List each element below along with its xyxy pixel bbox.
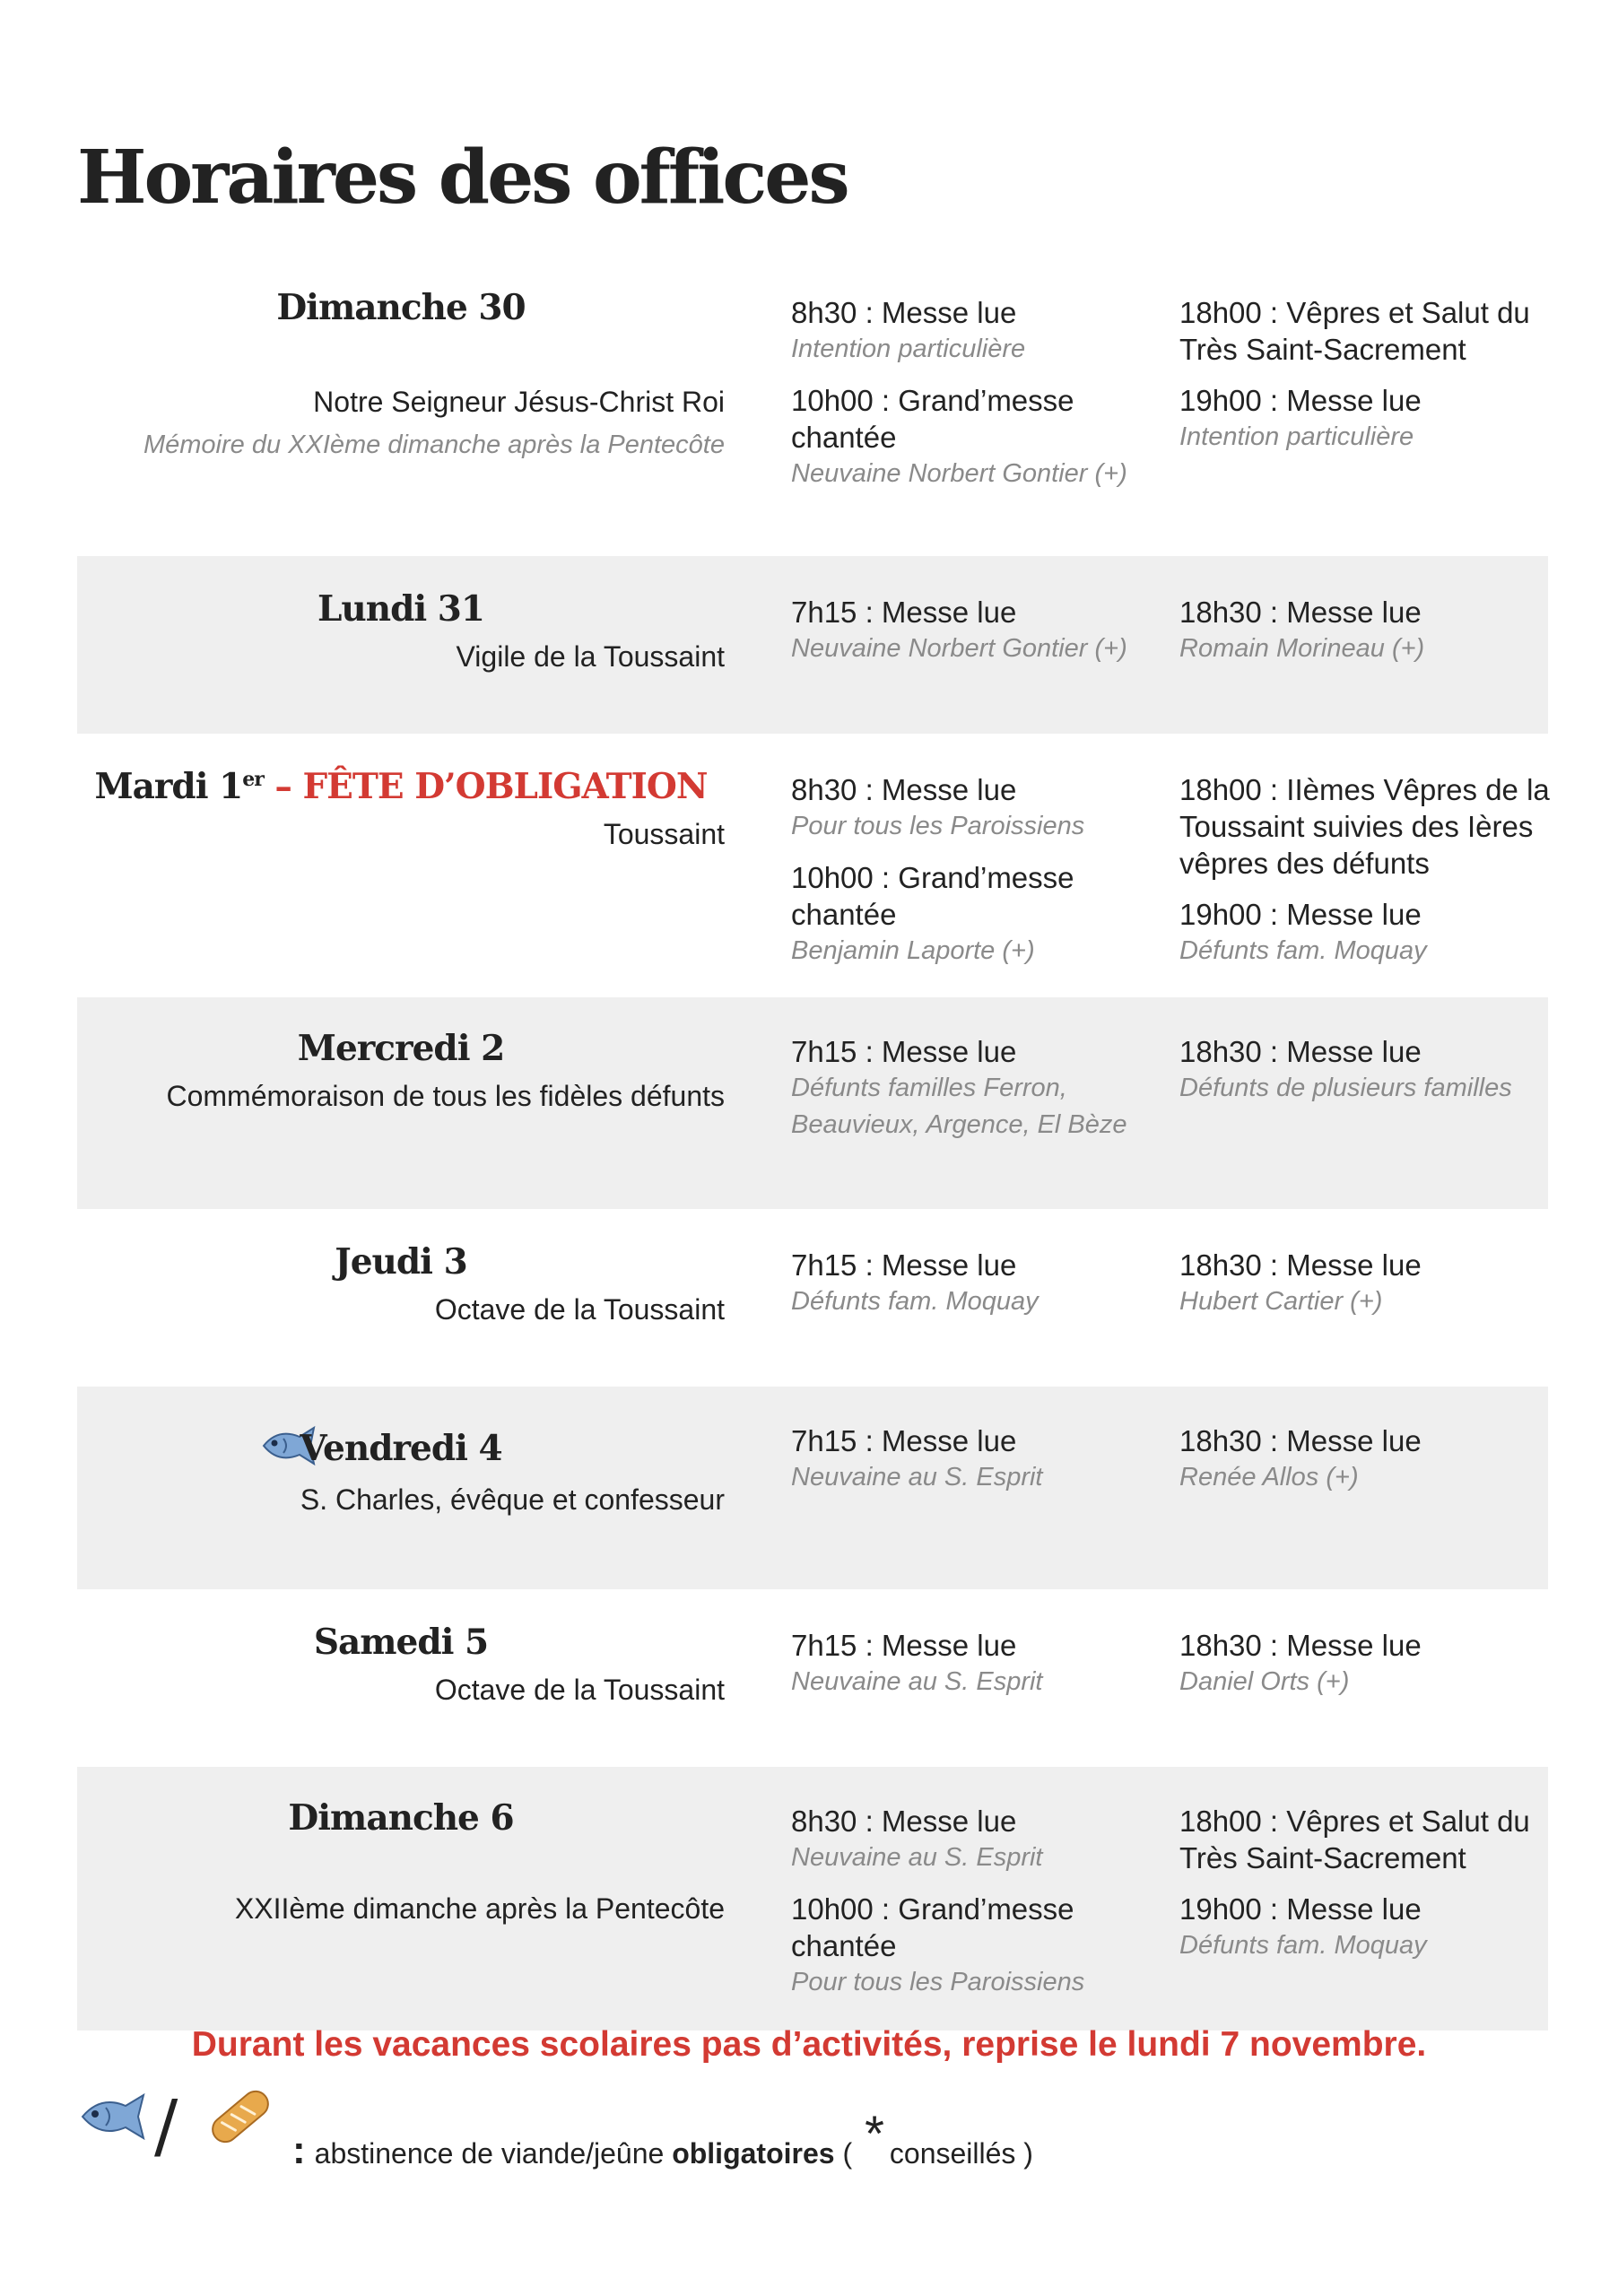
schedule-col-evening bbox=[1179, 294, 1556, 470]
service-time: 19h00 : Messe lue bbox=[1179, 898, 1422, 931]
schedule-col-evening bbox=[1179, 594, 1556, 682]
schedule-entry bbox=[1179, 1803, 1556, 1876]
intention: Neuvaine au S. Esprit bbox=[791, 1843, 1043, 1872]
intention: Renée Allos (+) bbox=[1179, 1463, 1359, 1492]
legend-star: * bbox=[865, 2105, 884, 2161]
day-heading: Samedi 5 bbox=[313, 1622, 489, 1663]
schedule-entry bbox=[1179, 294, 1556, 368]
service-time: 8h30 : Messe lue bbox=[791, 773, 1017, 806]
day-heading: Mercredi 2 bbox=[297, 1028, 505, 1069]
legend-paren: ( bbox=[834, 2137, 853, 2170]
service-time: 7h15 : Messe lue bbox=[791, 1248, 1017, 1282]
intention: Neuvaine au S. Esprit bbox=[791, 1463, 1043, 1492]
page-title: Horaires des offices bbox=[77, 135, 848, 221]
memo-label: Mémoire du XXIème dimanche après la Pentecôte bbox=[143, 430, 725, 459]
service-time: 18h00 : IIèmes Vêpres de la Toussaint suivies des Ières vêpres des défunts bbox=[1179, 773, 1550, 880]
feast-label: XXIIème dimanche après la Pentecôte bbox=[234, 1892, 725, 1925]
feast-label: Notre Seigneur Jésus-Christ Roi bbox=[313, 386, 725, 418]
feast-label: Octave de la Toussaint bbox=[434, 1674, 725, 1706]
day-row-lundi-31 bbox=[77, 556, 1548, 734]
feast-label: Octave de la Toussaint bbox=[434, 1293, 725, 1326]
day-separator: – bbox=[263, 766, 303, 807]
schedule-entry bbox=[791, 1891, 1132, 2001]
schedule-entry bbox=[1179, 382, 1556, 456]
schedule-col-morning bbox=[791, 771, 1132, 984]
schedule-entry bbox=[1179, 1247, 1556, 1320]
schedule-entry bbox=[791, 382, 1132, 492]
intention: Défunts fam. Moquay bbox=[1179, 936, 1427, 965]
day-heading: Jeudi 3 bbox=[335, 1241, 467, 1283]
legend-slash: / bbox=[154, 2086, 178, 2167]
intention: Défunts fam. Moquay bbox=[1179, 1931, 1427, 1960]
ordinal-suffix: er bbox=[242, 768, 264, 791]
intention: Défunts fam. Moquay bbox=[791, 1287, 1039, 1316]
schedule-entry bbox=[1179, 896, 1556, 970]
intention: Défunts de plusieurs familles bbox=[1179, 1074, 1512, 1102]
schedule-entry bbox=[1179, 1627, 1556, 1700]
service-time: 18h00 : Vêpres et Salut du Très Saint-Sacrement bbox=[1179, 1805, 1530, 1874]
service-time: 18h30 : Messe lue bbox=[1179, 596, 1422, 629]
intention: Benjamin Laporte (+) bbox=[791, 936, 1035, 965]
day-heading bbox=[77, 766, 725, 807]
intention: Pour tous les Paroissiens bbox=[791, 1968, 1085, 1996]
service-time: 7h15 : Messe lue bbox=[791, 596, 1017, 629]
schedule-col-morning bbox=[791, 1033, 1132, 1158]
intention: Romain Morineau (+) bbox=[1179, 634, 1425, 663]
service-time: 7h15 : Messe lue bbox=[791, 1035, 1017, 1068]
service-time: 7h15 : Messe lue bbox=[791, 1424, 1017, 1457]
legend-colon: : bbox=[292, 2128, 306, 2172]
schedule-col-morning bbox=[791, 1247, 1132, 1335]
bread-icon bbox=[203, 2079, 278, 2154]
day-row-mercredi-2 bbox=[77, 997, 1548, 1209]
intention: Intention particulière bbox=[1179, 422, 1414, 451]
legend-text-after: conseillés ) bbox=[889, 2137, 1033, 2170]
service-time: 7h15 : Messe lue bbox=[791, 1629, 1017, 1662]
schedule-entry bbox=[791, 771, 1132, 845]
intention: Neuvaine au S. Esprit bbox=[791, 1667, 1043, 1696]
service-time: 8h30 : Messe lue bbox=[791, 1805, 1017, 1838]
schedule-col-evening bbox=[1179, 1627, 1556, 1715]
schedule-entry bbox=[791, 1627, 1132, 1700]
legend-text-bold: obligatoires bbox=[672, 2137, 835, 2170]
schedule-col-evening bbox=[1179, 1033, 1556, 1121]
intention: Daniel Orts (+) bbox=[1179, 1667, 1350, 1696]
service-time: 10h00 : Grand’messe chantée bbox=[791, 1892, 1074, 1962]
service-time: 10h00 : Grand’messe chantée bbox=[791, 384, 1074, 454]
vacation-notice: Durant les vacances scolaires pas d’activités, reprise le lundi 7 novembre. bbox=[191, 2025, 1427, 2064]
schedule-entry bbox=[1179, 1422, 1556, 1496]
schedule-col-morning bbox=[791, 1422, 1132, 1510]
day-row-vendredi-4 bbox=[77, 1387, 1548, 1589]
intention: Neuvaine Norbert Gontier (+) bbox=[791, 634, 1127, 663]
day-row-mardi-1 bbox=[77, 734, 1548, 997]
legend-text bbox=[292, 2105, 1033, 2175]
service-time: 18h30 : Messe lue bbox=[1179, 1248, 1422, 1282]
schedule-entry bbox=[791, 1247, 1132, 1320]
schedule-col-evening bbox=[1179, 1247, 1556, 1335]
schedule-entry bbox=[791, 594, 1132, 667]
feast-label: S. Charles, évêque et confesseur bbox=[300, 1483, 725, 1516]
service-time: 19h00 : Messe lue bbox=[1179, 1892, 1422, 1926]
day-heading: Lundi 31 bbox=[317, 588, 485, 630]
schedule-entry bbox=[791, 1033, 1132, 1144]
schedule-entry bbox=[1179, 1033, 1556, 1107]
legend bbox=[77, 2079, 1243, 2172]
intention: Défunts familles Ferron, Beauvieux, Argence, El Bèze bbox=[791, 1074, 1127, 1139]
schedule-entry bbox=[1179, 594, 1556, 667]
day-row-dimanche-30 bbox=[77, 280, 1548, 549]
schedule-entry bbox=[791, 859, 1132, 970]
day-heading: Dimanche 30 bbox=[276, 287, 526, 328]
legend-text-before: abstinence de viande/jeûne bbox=[314, 2137, 673, 2170]
schedule-col-evening bbox=[1179, 1803, 1556, 1979]
schedule-entry bbox=[791, 294, 1132, 368]
schedule-col-morning bbox=[791, 594, 1132, 682]
intention: Hubert Cartier (+) bbox=[1179, 1287, 1383, 1316]
service-time: 18h30 : Messe lue bbox=[1179, 1424, 1422, 1457]
intention: Pour tous les Paroissiens bbox=[791, 812, 1085, 840]
fish-icon bbox=[77, 2092, 149, 2142]
feast-label: Commémoraison de tous les fidèles défunts bbox=[166, 1080, 725, 1112]
feast-label: Vigile de la Toussaint bbox=[456, 640, 725, 673]
service-time: 10h00 : Grand’messe chantée bbox=[791, 861, 1074, 931]
feast-label: Toussaint bbox=[603, 818, 725, 850]
schedule-entry bbox=[1179, 771, 1556, 882]
service-time: 18h30 : Messe lue bbox=[1179, 1629, 1422, 1662]
intention: Neuvaine Norbert Gontier (+) bbox=[791, 459, 1127, 488]
service-time: 19h00 : Messe lue bbox=[1179, 384, 1422, 417]
intention: Intention particulière bbox=[791, 335, 1026, 363]
service-time: 18h30 : Messe lue bbox=[1179, 1035, 1422, 1068]
service-time: 8h30 : Messe lue bbox=[791, 296, 1017, 329]
day-row-samedi-5 bbox=[77, 1589, 1548, 1767]
day-row-dimanche-6 bbox=[77, 1767, 1548, 2031]
schedule-col-morning bbox=[791, 1803, 1132, 2015]
schedule-entry bbox=[1179, 1891, 1556, 1964]
schedule-entry bbox=[791, 1803, 1132, 1876]
day-name: Mardi 1 bbox=[94, 766, 243, 807]
service-time: 18h00 : Vêpres et Salut du Très Saint-Sacrement bbox=[1179, 296, 1530, 366]
day-heading: Dimanche 6 bbox=[288, 1797, 514, 1839]
schedule-col-evening bbox=[1179, 1422, 1556, 1510]
schedule-col-evening bbox=[1179, 771, 1556, 984]
schedule-col-morning bbox=[791, 294, 1132, 507]
day-heading: Vendredi 4 bbox=[300, 1428, 502, 1469]
obligation-label: FÊTE D’OBLIGATION bbox=[302, 766, 708, 807]
schedule-col-morning bbox=[791, 1627, 1132, 1715]
schedule-entry bbox=[791, 1422, 1132, 1496]
day-row-jeudi-3 bbox=[77, 1209, 1548, 1387]
